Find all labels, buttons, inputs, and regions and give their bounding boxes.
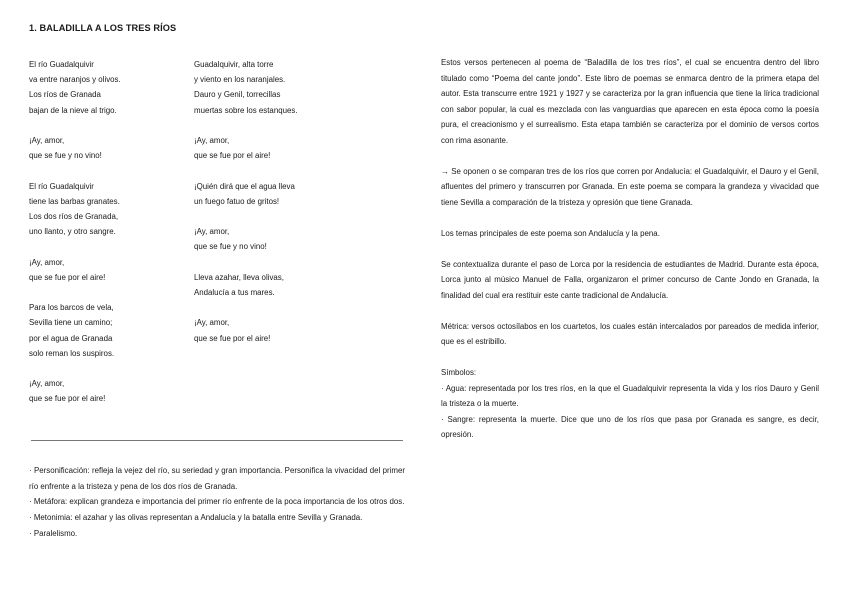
literary-figures-list	[29, 463, 405, 542]
symbols-heading: Símbolos:	[441, 368, 477, 377]
poem-line: Para los barcos de vela,	[29, 303, 114, 313]
poem-line: Lleva azahar, lleva olivas,	[194, 272, 284, 282]
poem-line: Andalucía a tus mares.	[194, 287, 275, 297]
figure-item: · Metonimia: el azahar y las olivas representan a Andalucía y la batalla entre Sevilla y Granada.	[29, 513, 363, 523]
commentary-paragraph: Métrica: versos octosílabos en los cuartetos, los cuales están intercalados por pareados de medida inferior, que es el estribillo.	[441, 321, 819, 346]
commentary-section	[441, 55, 819, 443]
poem-line: que se fue por el aire!	[194, 151, 271, 161]
poem-stanza	[29, 300, 121, 361]
poem-line: un fuego fatuo de gritos!	[194, 196, 280, 206]
poem-column-left	[29, 57, 121, 422]
poem-line: que se fue y no vino!	[194, 242, 267, 252]
poem-line: que se fue por el aire!	[29, 394, 106, 404]
commentary-paragraph: Se contextualiza durante el paso de Lorca por la residencia de estudiantes de Madrid. Durante esta época, Lorca junto al músico Manuel de Falla, organizaron el primer concurso de Cante Jondo en Granada, la finalidad del cual era restituir este cante tradicional de Andalucía.	[441, 259, 819, 300]
poem-stanza	[194, 133, 298, 163]
figure-item: · Metáfora: explican grandeza e importancia del primer río enfrente de la poca importancia de los otros dos.	[29, 497, 405, 507]
poem-line: Los ríos de Granada	[29, 90, 101, 100]
commentary-paragraph: Estos versos pertenecen al poema de “Baladilla de los tres ríos”, el cual se encuentra dentro del libro titulado como “Poema del cante jondo”. Este libro de poemas se enmarca dentro de la primera etapa del autor. Esta transcurre entre 1921 y 1927 y se caracteriza por la gran influencia que tiene la lírica tradicional con sabor popular, la cual es mezclada con las vanguardias que aparecen en esta época como la poesía pura, el creacionismo y el surrealismo. Esta etapa también se caracteriza por el dominio de versos cortos con rima asonante.	[441, 58, 819, 145]
poem-line: Dauro y Genil, torrecillas	[194, 90, 281, 100]
poem-stanza	[29, 255, 121, 285]
poem-line: por el agua de Granada	[29, 333, 113, 343]
poem-line: ¡Ay, amor,	[194, 227, 230, 237]
poem-line: Guadalquivir, alta torre	[194, 60, 274, 69]
commentary-paragraph: → Se oponen o se comparan tres de los ríos que corren por Andalucía: el Guadalquivir, el Dauro y el Genil, afluentes del primero y transcurren por Granada. En este poema se compara la grandeza y vivacidad que tiene Sevilla a comparación de la tristeza y opresión que tiene Granada.	[441, 166, 819, 207]
poem-line: ¡Ay, amor,	[29, 379, 65, 389]
poem-line: que se fue y no vino!	[29, 151, 102, 161]
poem-stanza	[29, 133, 121, 163]
poem-stanza	[194, 224, 298, 254]
figure-item: · Paralelismo.	[29, 528, 78, 538]
poem-stanza	[194, 179, 298, 209]
page-title: 1. BALADILLA A LOS TRES RÍOS	[29, 23, 177, 33]
poem-stanza	[29, 179, 121, 240]
poem-stanza	[194, 270, 298, 300]
commentary-paragraph: Los temas principales de este poema son Andalucía y la pena.	[441, 228, 660, 238]
symbols-block	[441, 365, 819, 443]
symbol-item-blood: · Sangre: representa la muerte. Dice que uno de los ríos que pasa por Granada es sangre, es decir, opresión.	[441, 414, 819, 439]
poem-stanza	[29, 57, 121, 118]
poem-stanza	[194, 57, 298, 118]
poem-line: va entre naranjos y olivos.	[29, 75, 121, 85]
section-divider	[31, 440, 403, 441]
figure-item: · Personificación: refleja la vejez del río, su seriedad y gran importancia. Personifica la vivacidad del primer río enfrente a la tristeza y pena de los dos ríos de Granada.	[29, 466, 405, 491]
poem-line: muertas sobre los estanques.	[194, 105, 298, 115]
poem-line: Los dos ríos de Granada,	[29, 212, 119, 221]
poem-line: que se fue por el aire!	[194, 333, 271, 343]
poem-column-right	[194, 57, 298, 361]
poem-line: uno llanto, y otro sangre.	[29, 227, 116, 237]
poem-line: ¡Ay, amor,	[194, 318, 230, 328]
poem-line: y viento en los naranjales.	[194, 75, 286, 85]
poem-line: El río Guadalquivir	[29, 60, 94, 69]
poem-line: ¡Ay, amor,	[29, 257, 65, 267]
poem-line: solo reman los suspiros.	[29, 348, 115, 358]
poem-line: bajan de la nieve al trigo.	[29, 105, 117, 115]
symbol-item-water: · Agua: representada por los tres ríos, en la que el Guadalquivir representa la vida y los ríos Dauro y Genil la tristeza o la muerte.	[441, 383, 819, 408]
poem-stanza	[194, 315, 298, 345]
poem-line: tiene las barbas granates.	[29, 196, 120, 206]
poem-line: que se fue por el aire!	[29, 272, 106, 282]
poem-line: ¡Quién dirá que el agua lleva	[194, 181, 295, 191]
poem-line: ¡Ay, amor,	[194, 136, 230, 145]
poem-stanza	[29, 376, 121, 406]
poem-line: ¡Ay, amor,	[29, 136, 65, 145]
poem-line: Sevilla tiene un camino;	[29, 318, 113, 328]
poem-line: El río Guadalquivir	[29, 181, 94, 191]
